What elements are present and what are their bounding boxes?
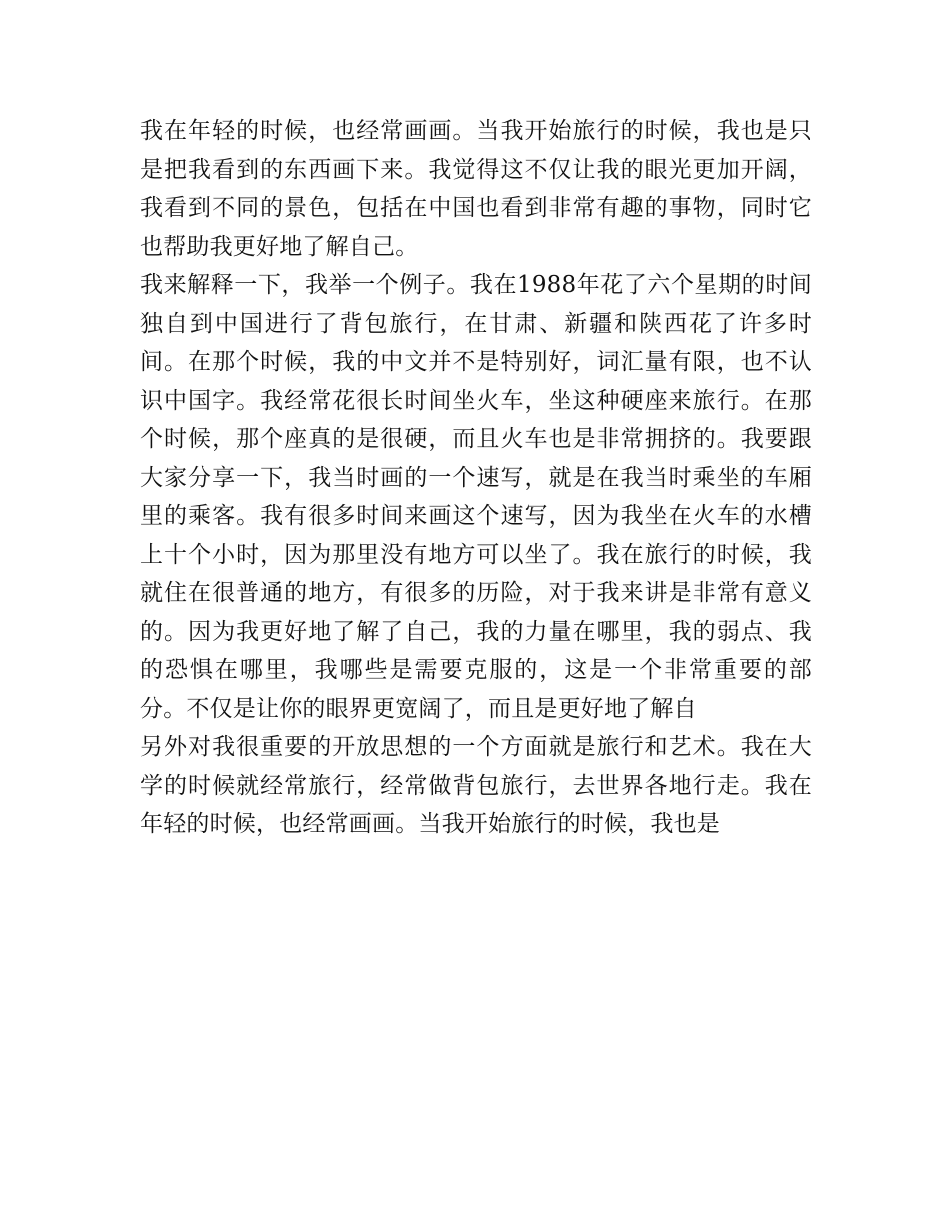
paragraph-2: 我来解释一下，我举一个例子。我在1988年花了六个星期的时间独自到中国进行了背包旅行，在甘肃、新疆和陕西花了许多时间。在那个时候，我的中文并不是特别好，词汇量有限，也不认识中国字。我经常花很长时间坐火车，坐这种硬座来旅行。在那个时候，那个座真的是很硬，而且火车也是非常拥挤的。我要跟大家分享一下，我当时画的一个速写，就是在我当时乘坐的车厢里的乘客。我有很多时间来画这个速写，因为我坐在火车的水槽上十个小时，因为那里没有地方可以坐了。我在旅行的时候，我就住在很普通的地方，有很多的历险，对于我来讲是非常有意义的。因为我更好地了解了自己，我的力量在哪里，我的弱点、我的恐惧在哪里，我哪些是需要克服的，这是一个非常重要的部分。不仅是让你的眼界更宽阔了，而且是更好地了解自 xyxy=(140,272,812,722)
body-text xyxy=(140,112,812,844)
paragraph-1: 我在年轻的时候，也经常画画。当我开始旅行的时候，我也是只是把我看到的东西画下来。我觉得这不仅让我的眼光更加开阔，我看到不同的景色，包括在中国也看到非常有趣的事物，同时它也帮助我更好地了解自己。 xyxy=(140,118,812,260)
paragraph-3: 另外对我很重要的开放思想的一个方面就是旅行和艺术。我在大学的时候就经常旅行，经常做背包旅行，去世界各地行走。我在年轻的时候，也经常画画。当我开始旅行的时候，我也是 xyxy=(140,734,812,837)
